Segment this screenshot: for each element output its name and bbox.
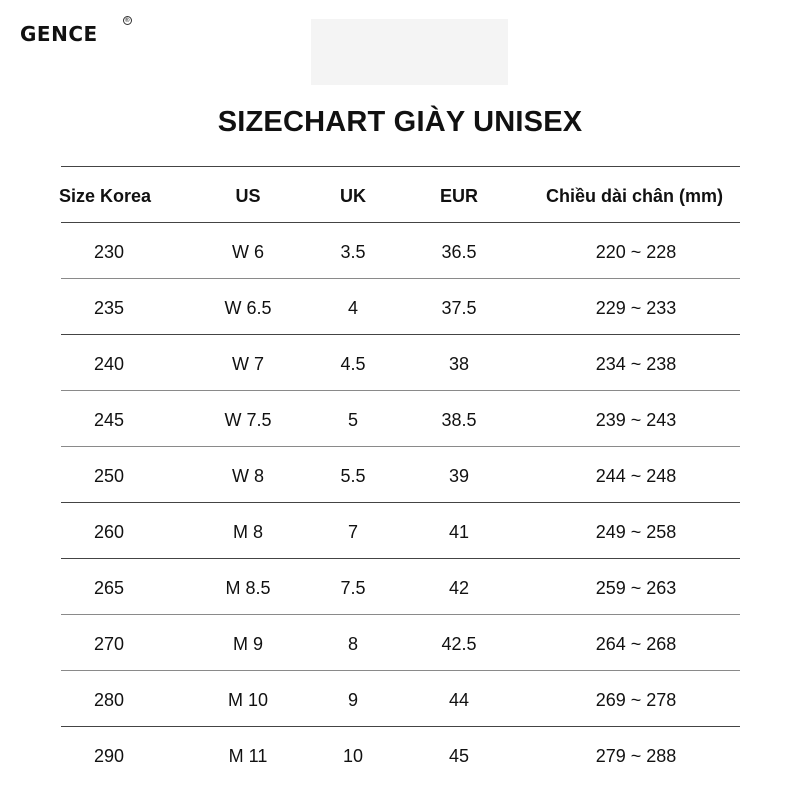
cell-size-korea: 290 <box>93 746 125 766</box>
cell-foot-length: 239 ~ 243 <box>595 410 677 430</box>
cell-size-korea: 230 <box>93 242 125 262</box>
cell-foot-length: 220 ~ 228 <box>595 242 677 262</box>
cell-foot-length: 264 ~ 268 <box>595 634 677 654</box>
cell-size-korea: 280 <box>93 690 125 710</box>
cell-eur: 39 <box>448 466 470 486</box>
header-foot-length: Chiều dài chân (mm) <box>546 186 724 206</box>
cell-eur: 37.5 <box>441 298 477 318</box>
cell-eur: 38.5 <box>441 410 477 430</box>
cell-uk: 7 <box>347 522 358 542</box>
cell-us: W 6 <box>231 242 264 262</box>
cell-uk: 5.5 <box>340 466 366 486</box>
cell-foot-length: 279 ~ 288 <box>595 746 677 766</box>
cell-uk: 9 <box>347 690 358 710</box>
cell-foot-length: 259 ~ 263 <box>595 578 677 598</box>
cell-size-korea: 265 <box>93 578 125 598</box>
cell-uk: 10 <box>342 746 364 766</box>
cell-size-korea: 235 <box>93 298 125 318</box>
cell-size-korea: 260 <box>93 522 125 542</box>
cell-us: M 11 <box>228 746 268 766</box>
cell-us: M 8 <box>232 522 263 542</box>
cell-foot-length: 229 ~ 233 <box>595 298 677 318</box>
cell-eur: 44 <box>448 690 470 710</box>
table-row <box>61 390 740 446</box>
cell-foot-length: 234 ~ 238 <box>595 354 677 374</box>
cell-size-korea: 245 <box>93 410 125 430</box>
header-size-korea: Size Korea <box>59 186 152 206</box>
size-chart-table <box>61 166 740 782</box>
cell-foot-length: 269 ~ 278 <box>595 690 677 710</box>
table-row <box>61 334 740 390</box>
cell-us: M 8.5 <box>225 578 271 598</box>
cell-us: W 7.5 <box>224 410 272 430</box>
registered-mark-icon: ® <box>124 17 131 24</box>
cell-eur: 42 <box>448 578 470 598</box>
header-eur: EUR <box>439 186 478 206</box>
image-placeholder <box>311 19 508 85</box>
cell-size-korea: 270 <box>93 634 125 654</box>
table-row <box>61 502 740 558</box>
cell-eur: 42.5 <box>441 634 477 654</box>
cell-uk: 8 <box>347 634 358 654</box>
cell-uk: 3.5 <box>340 242 366 262</box>
table-row <box>61 726 740 782</box>
table-row <box>61 670 740 726</box>
cell-us: W 7 <box>231 354 264 374</box>
brand-logo-text: GENCE <box>20 22 98 46</box>
cell-uk: 4 <box>347 298 358 318</box>
table-row <box>61 558 740 614</box>
table-row <box>61 278 740 334</box>
cell-us: M 10 <box>227 690 269 710</box>
cell-us: M 9 <box>232 634 263 654</box>
cell-eur: 38 <box>448 354 470 374</box>
header-us: US <box>235 186 261 206</box>
cell-us: W 8 <box>231 466 264 486</box>
header-uk: UK <box>340 186 366 206</box>
table-header-row <box>61 166 740 222</box>
page-title: SIZECHART GIÀY UNISEX <box>217 106 583 138</box>
cell-uk: 7.5 <box>340 578 366 598</box>
cell-eur: 41 <box>448 522 470 542</box>
cell-uk: 4.5 <box>340 354 366 374</box>
cell-foot-length: 249 ~ 258 <box>595 522 677 542</box>
cell-foot-length: 244 ~ 248 <box>595 466 677 486</box>
cell-size-korea: 240 <box>93 354 125 374</box>
cell-uk: 5 <box>347 410 358 430</box>
cell-eur: 36.5 <box>441 242 477 262</box>
cell-size-korea: 250 <box>93 466 125 486</box>
brand-logo <box>20 17 131 46</box>
cell-us: W 6.5 <box>224 298 272 318</box>
table-row <box>61 446 740 502</box>
table-row <box>61 614 740 670</box>
cell-eur: 45 <box>448 746 470 766</box>
table-row <box>61 222 740 278</box>
